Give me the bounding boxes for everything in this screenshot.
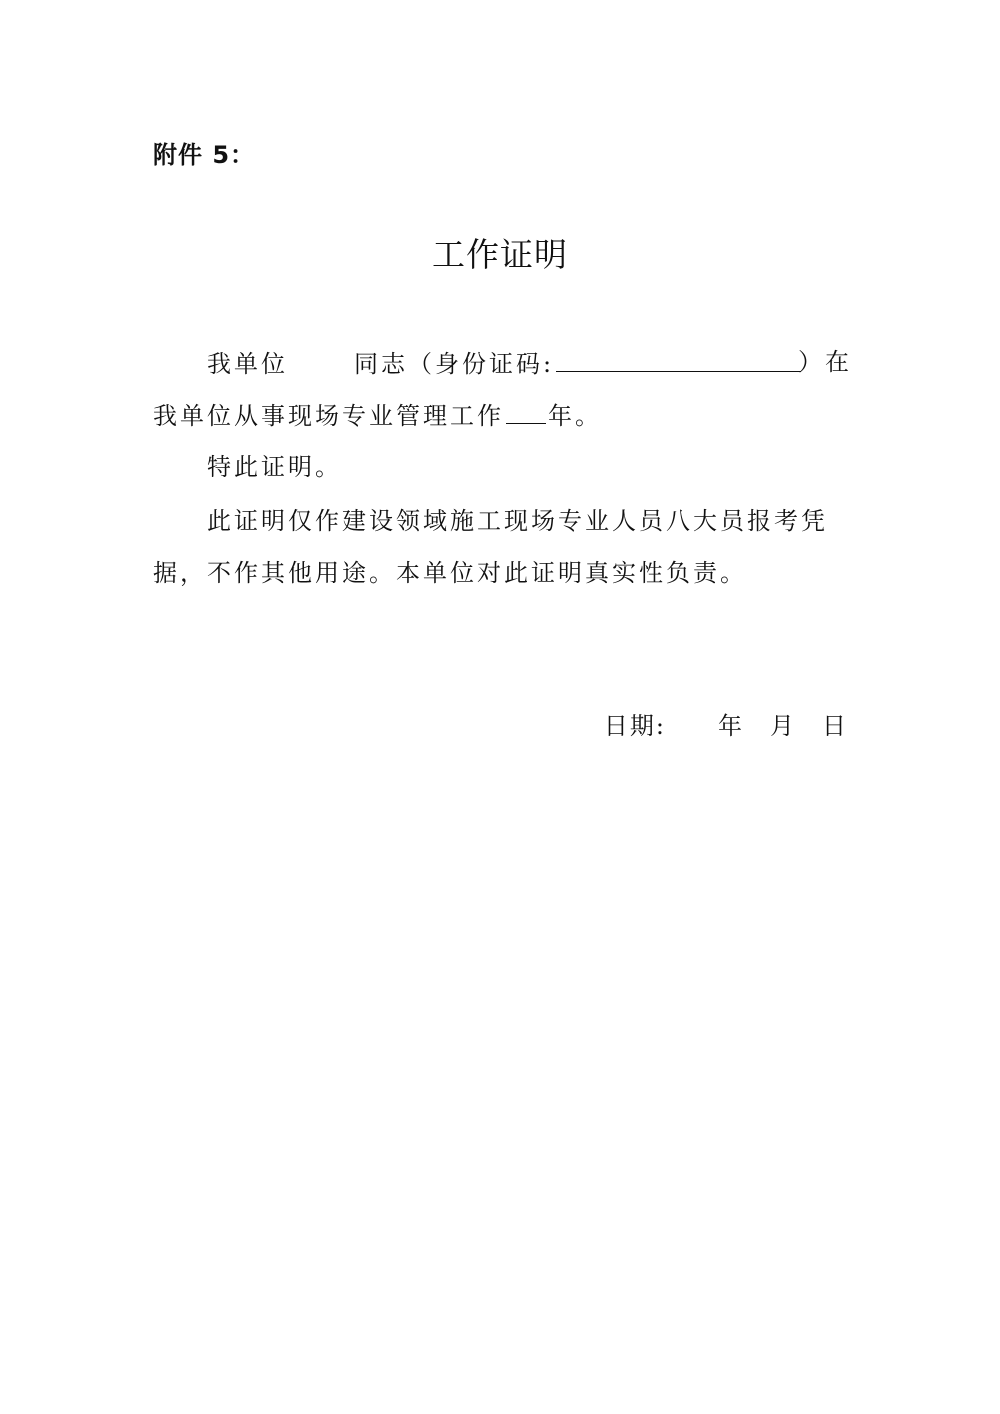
date-year: 年 [718, 712, 744, 740]
date-month: 月 [770, 712, 796, 740]
paragraph-3-line-2: 据，不作其他用途。本单位对此证明真实性负责。 [153, 559, 747, 587]
work-description-text: 我单位从事现场专业管理工作 [153, 402, 504, 430]
paragraph-2: 特此证明。 [207, 453, 342, 481]
date-line [604, 709, 848, 743]
unit-prefix-text: 我单位 [207, 350, 288, 378]
paragraph-1-line-1-tail: ）在 [798, 348, 852, 376]
attachment-label: 附件 5： [153, 141, 256, 169]
date-label: 日期: [603, 712, 666, 740]
id-number-blank [556, 345, 801, 372]
paragraph-1-line-1 [207, 345, 852, 381]
comrade-id-label: 同志（身份证码: [354, 350, 555, 378]
years-blank [506, 397, 546, 424]
paragraph-3-line-1: 此证明仅作建设领域施工现场专业人员八大员报考凭 [207, 507, 828, 535]
document-title: 工作证明 [432, 235, 568, 274]
date-day: 日 [822, 712, 848, 740]
years-suffix-text: 年。 [548, 402, 602, 430]
paragraph-1-line-2 [153, 397, 602, 433]
